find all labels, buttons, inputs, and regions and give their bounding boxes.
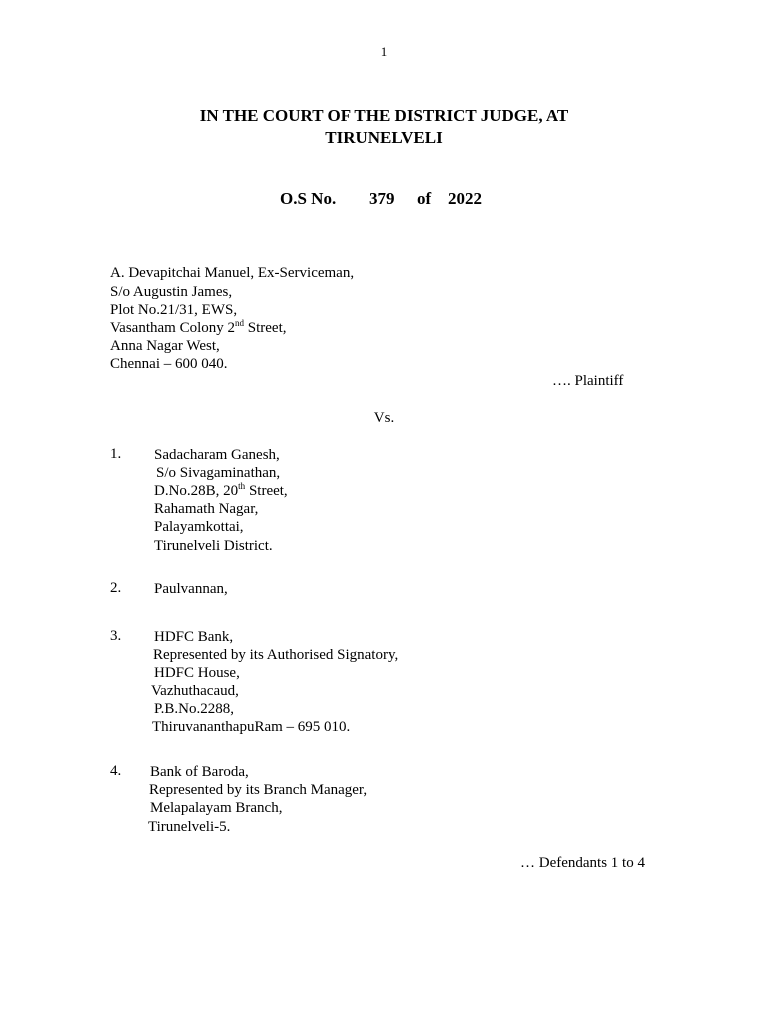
defendants-role: … Defendants 1 to 4 xyxy=(520,855,645,871)
defendant-line: Vazhuthacaud, xyxy=(151,683,239,699)
suit-number xyxy=(280,189,482,209)
suit-number-value: 379 xyxy=(369,189,395,208)
defendant-line: P.B.No.2288, xyxy=(154,701,235,717)
defendant-line: Sadacharam Ganesh, xyxy=(154,447,280,463)
defendant-line xyxy=(154,482,288,500)
defendant-line: Tirunelveli-5. xyxy=(148,819,231,835)
defendant-number: 2. xyxy=(110,580,122,596)
defendant-number: 1. xyxy=(110,446,122,462)
defendant-line: Rahamath Nagar, xyxy=(154,501,259,517)
defendant-line: HDFC Bank, xyxy=(154,629,234,645)
plaintiff-line: Plot No.21/31, EWS, xyxy=(110,302,238,318)
plaintiff-street-suffix: Street, xyxy=(244,320,287,336)
plaintiff-line: Chennai – 600 040. xyxy=(110,356,228,372)
suit-of: of xyxy=(417,189,432,208)
plaintiff-line: A. Devapitchai Manuel, Ex-Serviceman, xyxy=(110,265,355,281)
defendant-line: HDFC House, xyxy=(154,665,240,681)
defendant-line: Palayamkottai, xyxy=(154,519,244,535)
plaintiff-street-text: Vasantham Colony 2 xyxy=(110,320,235,336)
defendant-line: S/o Sivagaminathan, xyxy=(156,465,281,481)
defendant-line: Melapalayam Branch, xyxy=(150,800,283,816)
defendant-line: Represented by its Branch Manager, xyxy=(149,782,368,798)
defendant-line: Paulvannan, xyxy=(154,581,228,597)
defendant-1-address-suffix: Street, xyxy=(245,483,288,499)
plaintiff-line: S/o Augustin James, xyxy=(110,284,233,300)
defendant-line: ThiruvananthapuRam – 695 010. xyxy=(152,719,351,735)
plaintiff-line xyxy=(110,319,287,337)
versus: Vs. xyxy=(373,410,395,426)
suit-year: 2022 xyxy=(448,189,482,208)
plaintiff-street-sup: nd xyxy=(235,318,244,328)
court-title-line-1: IN THE COURT OF THE DISTRICT JUDGE, AT xyxy=(199,106,569,125)
defendant-number: 4. xyxy=(110,763,122,779)
suit-label: O.S No. xyxy=(280,189,337,208)
defendant-line: Bank of Baroda, xyxy=(150,764,249,780)
defendant-line: Represented by its Authorised Signatory, xyxy=(153,647,399,663)
defendant-line: Tirunelveli District. xyxy=(154,538,273,554)
plaintiff-line: Anna Nagar West, xyxy=(110,338,220,354)
page-number: 1 xyxy=(380,44,388,59)
defendant-1-address-sup: th xyxy=(238,481,246,491)
court-title-line-2: TIRUNELVELI xyxy=(325,128,443,147)
defendant-1-address-text: D.No.28B, 20 xyxy=(154,483,239,499)
defendant-number: 3. xyxy=(110,628,122,644)
plaintiff-role: …. Plaintiff xyxy=(552,373,624,389)
